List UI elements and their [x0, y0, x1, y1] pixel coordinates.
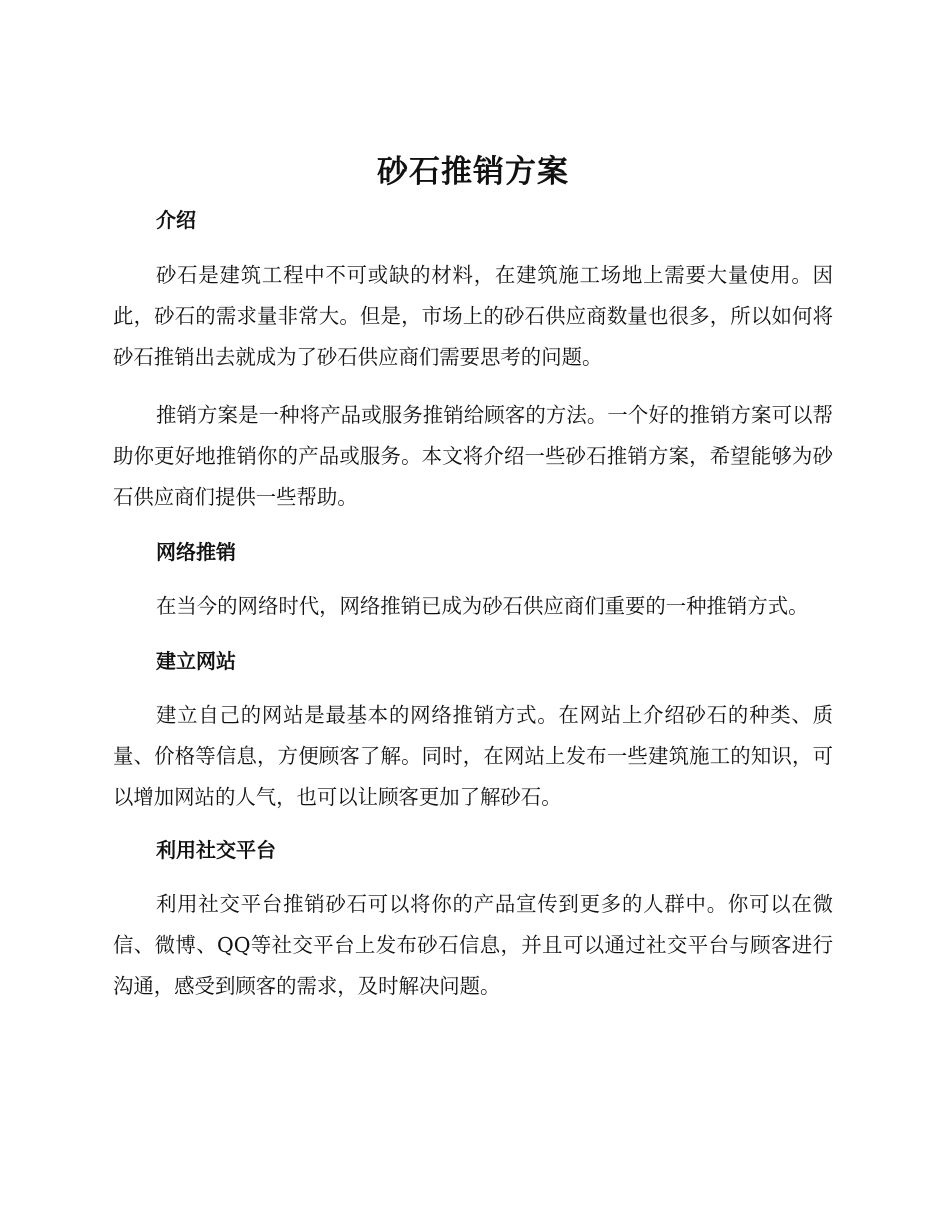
section-heading-social-platforms: 利用社交平台: [156, 838, 276, 862]
paragraph-intro-2: 推销方案是一种将产品或服务推销给顾客的方法。一个好的推销方案可以帮助你更好地推销你的产品或服务。本文将介绍一些砂石推销方案，希望能够为砂石供应商们提供一些帮助。: [113, 403, 833, 509]
document-page: [113, 148, 833, 1007]
section-heading-intro: 介绍: [156, 208, 196, 232]
paragraph-online-marketing: 在当今的网络时代，网络推销已成为砂石供应商们重要的一种推销方式。: [156, 594, 809, 618]
paragraph-social-platforms: 利用社交平台推销砂石可以将你的产品宣传到更多的人群中。你可以在微信、微博、QQ等社交平台上发布砂石信息，并且可以通过社交平台与顾客进行沟通，感受到顾客的需求，及时解决问题。: [113, 892, 833, 998]
section-heading-build-website: 建立网站: [156, 649, 236, 673]
document-title: 砂石推销方案: [377, 154, 569, 190]
section-heading-online-marketing: 网络推销: [156, 540, 236, 564]
paragraph-build-website: 建立自己的网站是最基本的网络推销方式。在网站上介绍砂石的种类、质量、价格等信息，方便顾客了解。同时，在网站上发布一些建筑施工的知识，可以增加网站的人气，也可以让顾客更加了解砂石。: [113, 703, 833, 809]
paragraph-intro-1: 砂石是建筑工程中不可或缺的材料，在建筑施工场地上需要大量使用。因此，砂石的需求量非常大。但是，市场上的砂石供应商数量也很多，所以如何将砂石推销出去就成为了砂石供应商们需要思考的问题。: [113, 263, 833, 369]
